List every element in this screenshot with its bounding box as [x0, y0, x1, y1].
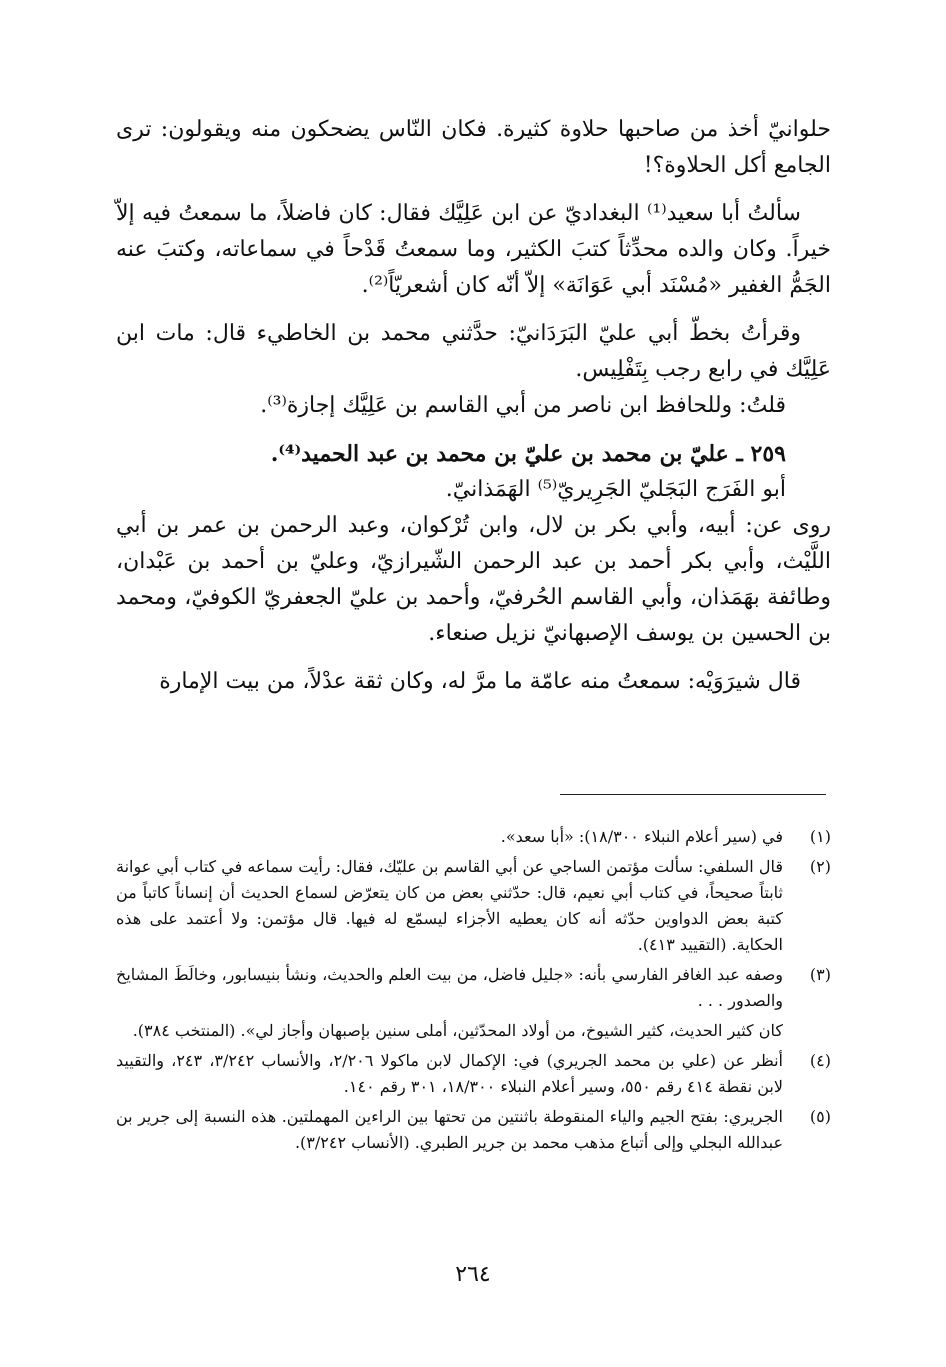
- footnote-divider: [560, 794, 826, 795]
- footnote-1: [116, 824, 831, 850]
- footnote-number: (٢): [809, 857, 831, 876]
- footnote-number: (٤): [809, 1051, 831, 1070]
- footnote-5: [116, 1104, 831, 1156]
- footnote-text: أنظر عن (علي بن محمد الجريري) في: الإكمال لابن ماكولا ٢/٢٠٦، والأنساب ٣/٢٤٢، ٢٤٣، والتقييد لابن نقطة ٤١٤ رقم ٥٥٠، وسير أعلام النبلاء ١٨/٣٠٠، ٣٠١ رقم ١٤٠.: [116, 1051, 783, 1096]
- paragraph-halwani: حلوانيّ أخذ من صاحبها حلاوة كثيرة. فكان النّاس يضحكون منه ويقولون: ترى الجامع أكل الحلاوة؟!: [116, 117, 831, 178]
- main-text: [116, 112, 831, 700]
- footnote-text-continued: كان كثير الحديث، كثير الشيوخ، من أولاد المحدّثين، أملى سنين بإصبهان وأجاز لي». (المنتخب ٣٨٤).: [132, 1021, 783, 1040]
- footnote-4: [116, 1048, 831, 1100]
- paragraph-narrated-from: روى عن: أبيه، وأبي بكر بن لال، وابن تُرْكوان، وعبد الرحمن بن عمر بن أبي اللَّيْث، وأبي بكر أحمد بن عبد الرحمن الشّيرازيّ، وعليّ بن أحمد بن عَبْدان، وطائفة بهَمَذان، وأبي القاسم الحُرفيّ، وأحمد بن عليّ الجعفريّ الكوفيّ، ومحمد بن الحسين بن يوسف الإصبهانيّ نزيل صنعاء.: [116, 513, 831, 646]
- footnotes: [116, 824, 831, 1160]
- footnote-number: (٥): [809, 1107, 831, 1126]
- entry-title: ٢٥٩ ـ عليّ بن محمد بن عليّ بن محمد بن عبد الحميد⁽⁴⁾.: [270, 441, 786, 467]
- page-number: ٢٦٤: [455, 1262, 491, 1287]
- footnote-text: وصفه عبد الغافر الفارسي بأنه: «جليل فاضل، من بيت العلم والحديث، ونشأ بنيسابور، وخالَطَ المشايخ والصدور . . .: [116, 965, 783, 1010]
- footnote-number: (٣): [809, 965, 831, 984]
- footnote-text: الجريري: بفتح الجيم والياء المنقوطة باثنتين من تحتها بين الراءين المهملتين. هذه النسبة إلى جرير بن عبدالله البجلي وإلى أتباع مذهب محمد بن جرير الطبري. (الأنساب ٣/٢٤٢).: [116, 1107, 783, 1152]
- footnote-text: قال السلفي: سألت مؤتمن الساجي عن أبي القاسم بن عليّك، فقال: رأيت سماعه في كتاب أبي عوانة ثابتاً صحيحاً، في كتاب أبي نعيم، قال: حدّثني بعض من كان يتعرّض لسماع الحديث أن إنساناً كاتباً من كتبة بعض الدواوين حدّثه أنه كان يعطيه الأجزاء ليسمّع له فيها. قال مؤتمن: ولا أعتمد على هذه الحكاية. (التقييد ٤١٣).: [116, 857, 783, 954]
- footnote-2: [116, 854, 831, 958]
- entry-kunya: أبو الفَرَج البَجَليّ الجَرِيريّ⁽⁵⁾ الهَمَذانيّ.: [445, 477, 786, 502]
- paragraph-shirawayh: قال شيرَوَيْه: سمعتُ منه عامّة ما مرَّ له، وكان ثقة عدْلاً، من بيت الإمارة: [159, 669, 801, 694]
- paragraph-baradani: وقرأتُ بخطّ أبي عليّ البَرَدَانيّ: حدَّثني محمد بن الخاطيء قال: مات ابن عَلِيَّك في رابع رجب بِتَفْلِيس.: [116, 321, 831, 382]
- footnote-3: [116, 962, 831, 1044]
- paragraph-qultu: قلتُ: وللحافظ ابن ناصر من أبي القاسم بن عَلِيَّك إجازة⁽³⁾.: [260, 393, 786, 418]
- footnote-number: (١): [809, 827, 831, 846]
- footnote-text: في (سير أعلام النبلاء ١٨/٣٠٠): «أبا سعد».: [500, 827, 783, 846]
- paragraph-abu-saad: سألتُ أبا سعيد⁽¹⁾ البغداديّ عن ابن عَلِيَّك فقال: كان فاضلاً، ما سمعتُ فيه إلاّ خيراً. وكان والده محدِّثاً كتبَ الكثير، وما سمعتُ قَدْحاً في سماعاته، وكتبَ عنه الجَمُّ الغفير «مُسْنَد أبي عَوَانَة» إلاّ أنّه كان أشعريّاً⁽²⁾.: [116, 201, 831, 298]
